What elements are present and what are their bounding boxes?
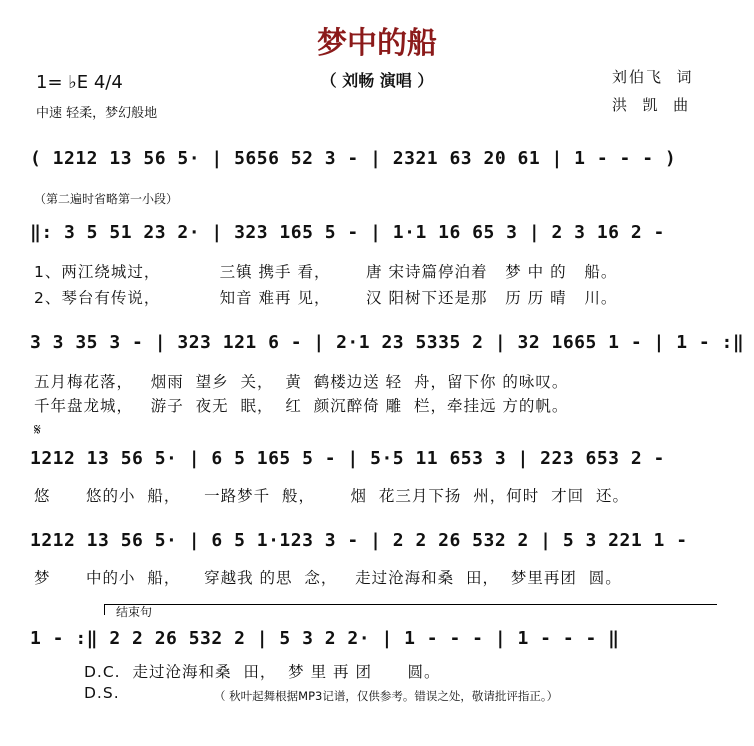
ending-label: 结束句 [116, 605, 153, 619]
system-3-notes: 1212 13 56 5· | 6 5 165 5 - | 5·5 11 653 3 | 223 653 2 - [30, 448, 665, 469]
ending-bracket [104, 604, 717, 615]
key-signature: 1= ♭E 4/4 [36, 72, 123, 93]
system-1-lyric-2: 2、琴台有传说， 知音 难再 见， 汉 阳树下还是那 历 历 晴 川。 [34, 289, 618, 307]
system-2-lyric-1: 五月梅花落， 烟雨 望乡 关， 黄 鹤楼边送 轻 舟，留下你 的咏叹。 [34, 373, 569, 391]
system-2-notes: 3 3 35 3 - | 323 121 6 - | 2·1 23 5335 2 | 32 1665 1 - | 1 - :‖ [30, 332, 745, 353]
system-5-lyric-1: D.C. 走过沧海和桑 田， 梦 里 再 团 圆。 [84, 663, 441, 681]
system-3-lyric-1: 悠 悠的小 船， 一路梦千 般， 烟 花三月下扬 州，何时 才回 还。 [34, 487, 629, 505]
intro-notes: ( 1212 13 56 5· | 5656 52 3 - | 2321 63 20 61 | 1 - - - ) [30, 148, 677, 169]
system-5-notes: 1 - :‖ 2 2 26 532 2 | 5 3 2 2· | 1 - - - | 1 - - - ‖ [30, 628, 620, 649]
singer-credit: （ 刘畅 演唱 ） [320, 71, 434, 90]
song-title: 梦中的船 [317, 26, 437, 61]
composer-credit: 洪 凯 曲 [612, 96, 691, 114]
second-time-note: （第二遍时省略第一小段） [34, 192, 179, 206]
transcription-footnote: （ 秋叶起舞根据MP3记谱，仅供参考。错误之处，敬请批评指正。） [214, 689, 559, 703]
system-5-lyric-2: D.S. [84, 684, 120, 702]
system-1-lyric-1: 1、两江绕城过， 三镇 携手 看， 唐 宋诗篇停泊着 梦 中 的 船。 [34, 263, 618, 281]
system-2-lyric-2: 千年盘龙城， 游子 夜无 眠， 红 颜沉醉倚 雕 栏，牵挂远 方的帆。 [34, 397, 569, 415]
lyricist-credit: 刘伯飞 词 [612, 68, 694, 86]
system-4-lyric-1: 梦 中的小 船， 穿越我 的思 念， 走过沧海和桑 田， 梦里再团 圆。 [34, 569, 622, 587]
segno-sign: 𝄋 [34, 420, 41, 439]
system-4-notes: 1212 13 56 5· | 6 5 1·123 3 - | 2 2 26 532 2 | 5 3 221 1 - [30, 530, 688, 551]
system-1-notes: ‖: 3 5 51 23 2· | 323 165 5 - | 1·1 16 65 3 | 2 3 16 2 - [30, 222, 665, 243]
tempo-marking: 中速 轻柔，梦幻般地 [36, 106, 158, 121]
